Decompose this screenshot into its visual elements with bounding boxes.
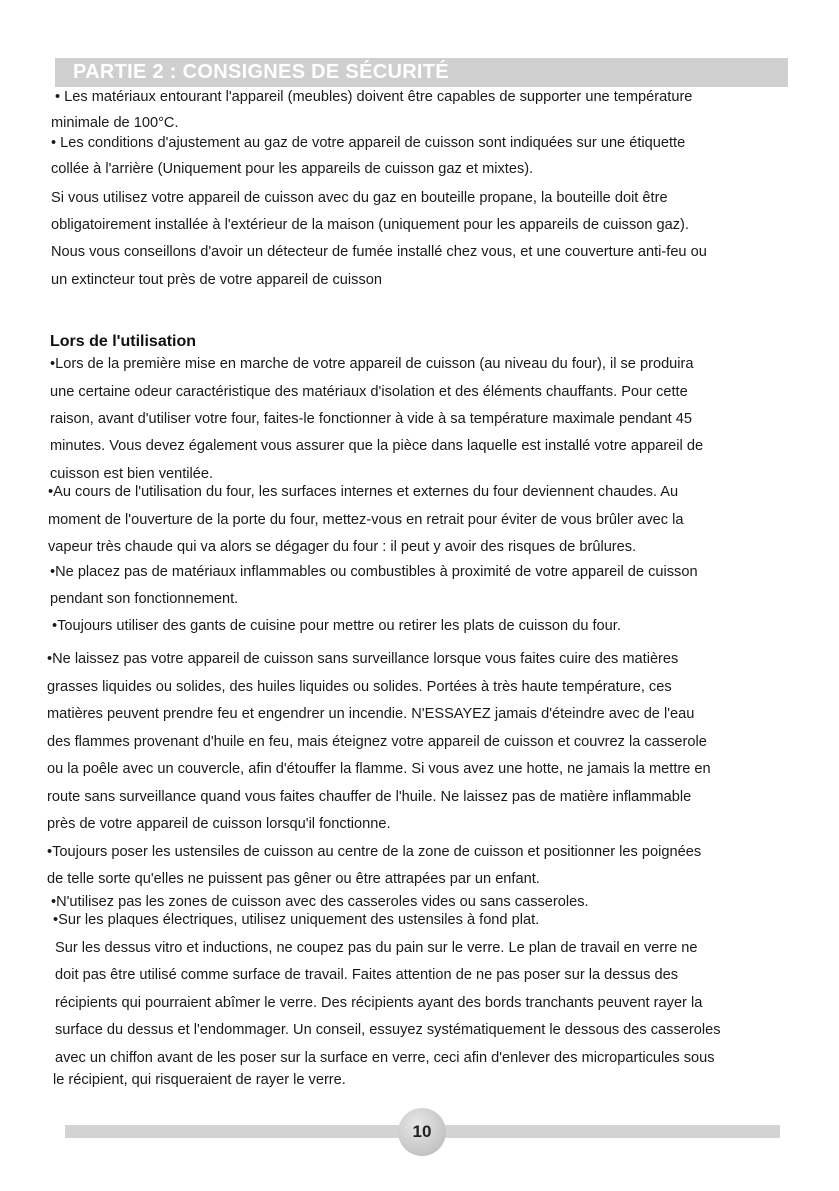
paragraph-line: •Sur les plaques électriques, utilisez uniquement des ustensiles à fond plat. bbox=[53, 912, 540, 928]
paragraph-line: récipients qui pourraient abîmer le verre. Des récipients ayant des bords tranchants peuvent rayer la bbox=[55, 995, 703, 1011]
paragraph-line: matières peuvent prendre feu et engendrer un incendie. N'ESSAYEZ jamais d'éteindre avec de l'eau bbox=[47, 706, 695, 722]
paragraph-line: moment de l'ouverture de la porte du four, mettez-vous en retrait pour éviter de vous brûler avec la bbox=[48, 512, 684, 528]
paragraph-line: •Ne laissez pas votre appareil de cuisson sans surveillance lorsque vous faites cuire des matières bbox=[47, 651, 679, 667]
paragraph-line: ou la poêle avec un couvercle, afin d'étouffer la flamme. Si vous avez une hotte, ne jamais la mettre en bbox=[47, 761, 711, 777]
page-title: PARTIE 2 : CONSIGNES DE SÉCURITÉ bbox=[73, 61, 449, 83]
paragraph-line: des flammes provenant d'huile en feu, mais éteignez votre appareil de cuisson et couvrez la casserole bbox=[47, 734, 707, 750]
page-number-badge bbox=[398, 1108, 446, 1156]
paragraph-line: avec un chiffon avant de les poser sur la surface en verre, ceci afin d'enlever des microparticules sous bbox=[55, 1050, 715, 1066]
paragraph-line: une certaine odeur caractéristique des matériaux d'isolation et des éléments chauffants. Pour cette bbox=[50, 384, 688, 400]
paragraph-line: •Ne placez pas de matériaux inflammables ou combustibles à proximité de votre appareil de cuisson bbox=[50, 564, 698, 580]
paragraph-line: de telle sorte qu'elles ne puissent pas gêner ou être attrapées par un enfant. bbox=[47, 871, 540, 887]
paragraph-line: vapeur très chaude qui va alors se dégager du four : il peut y avoir des risques de brûlures. bbox=[48, 539, 637, 555]
paragraph-line: •Lors de la première mise en marche de votre appareil de cuisson (au niveau du four), il se produira bbox=[50, 356, 694, 372]
paragraph-line: cuisson est bien ventilée. bbox=[50, 466, 214, 482]
paragraph-line: doit pas être utilisé comme surface de travail. Faites attention de ne pas poser sur la dessus des bbox=[55, 967, 678, 983]
paragraph-line: collée à l'arrière (Uniquement pour les appareils de cuisson gaz et mixtes). bbox=[51, 161, 534, 177]
paragraph-line: • Les conditions d'ajustement au gaz de votre appareil de cuisson sont indiquées sur une étiquette bbox=[51, 135, 686, 151]
paragraph-line: Si vous utilisez votre appareil de cuisson avec du gaz en bouteille propane, la bouteille doit être bbox=[51, 190, 668, 206]
footer-bar-right bbox=[444, 1125, 780, 1138]
paragraph-line: le récipient, qui risqueraient de rayer le verre. bbox=[53, 1072, 346, 1088]
section-heading: Lors de l'utilisation bbox=[50, 333, 197, 350]
paragraph-line: minimale de 100°C. bbox=[51, 115, 179, 131]
paragraph-line: Nous vous conseillons d'avoir un détecteur de fumée installé chez vous, et une couverture anti-feu ou bbox=[51, 244, 707, 260]
paragraph-line: grasses liquides ou solides, des huiles liquides ou solides. Portées à très haute température, ces bbox=[47, 679, 672, 695]
paragraph-line: • Les matériaux entourant l'appareil (meubles) doivent être capables de supporter une température bbox=[55, 89, 693, 105]
paragraph-line: minutes. Vous devez également vous assurer que la pièce dans laquelle est installé votre appareil de bbox=[50, 438, 704, 454]
page-number: 10 bbox=[412, 1122, 432, 1141]
section-header-bar bbox=[55, 58, 788, 87]
paragraph-line: •N'utilisez pas les zones de cuisson avec des casseroles vides ou sans casseroles. bbox=[51, 894, 589, 910]
paragraph-line: pendant son fonctionnement. bbox=[50, 591, 239, 607]
paragraph-line: •Toujours poser les ustensiles de cuisson au centre de la zone de cuisson et positionner les poignées bbox=[47, 844, 702, 860]
paragraph-line: route sans surveillance quand vous faites chauffer de l'huile. Ne laissez pas de matière inflammable bbox=[47, 789, 692, 805]
paragraph-line: près de votre appareil de cuisson lorsqu'il fonctionne. bbox=[47, 816, 391, 832]
paragraph-line: un extincteur tout près de votre appareil de cuisson bbox=[51, 272, 382, 288]
paragraph-line: obligatoirement installée à l'extérieur de la maison (uniquement pour les appareils de cuisson gaz). bbox=[51, 217, 689, 233]
paragraph-line: raison, avant d'utiliser votre four, faites-le fonctionner à vide à sa température maximale pendant 45 bbox=[50, 411, 693, 427]
paragraph-line: surface du dessus et l'endommager. Un conseil, essuyez systématiquement le dessous des casseroles bbox=[55, 1022, 721, 1038]
paragraph-line: Sur les dessus vitro et inductions, ne coupez pas du pain sur le verre. Le plan de travail en verre ne bbox=[55, 940, 698, 956]
paragraph-line: •Au cours de l'utilisation du four, les surfaces internes et externes du four deviennent chaudes. Au bbox=[48, 484, 679, 500]
paragraph-line: •Toujours utiliser des gants de cuisine pour mettre ou retirer les plats de cuisson du four. bbox=[52, 618, 621, 634]
footer-bar-left bbox=[65, 1125, 400, 1138]
